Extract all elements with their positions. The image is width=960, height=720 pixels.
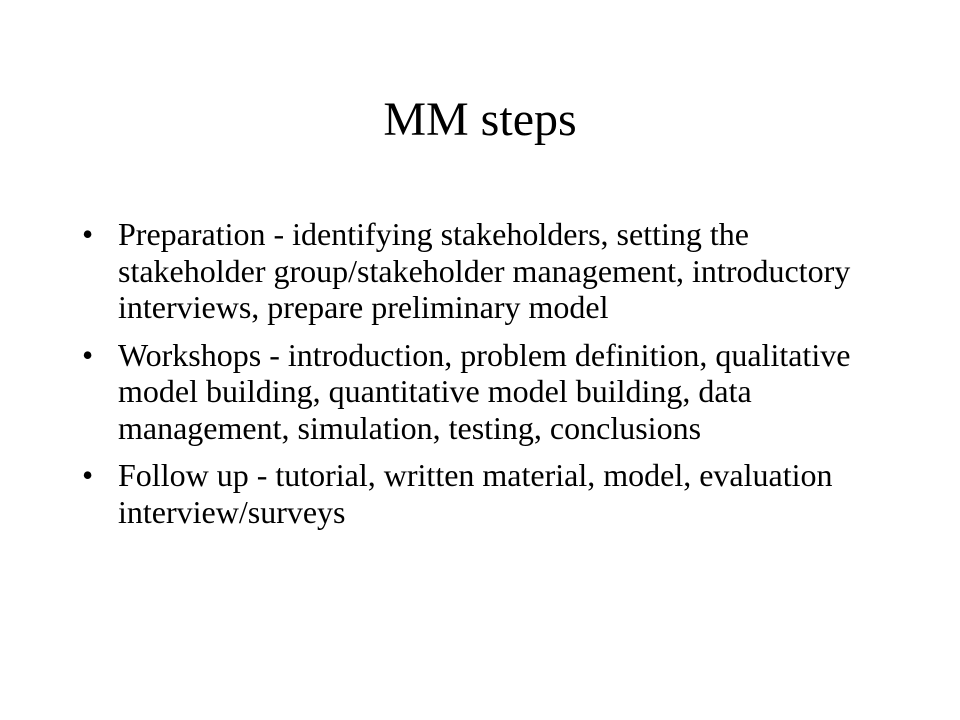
bullet-dot-icon: • <box>82 336 94 373</box>
bullet-text: Workshops - introduction, problem definition, qualitative model building, quantitative model building, data management, simulation, testing, conclusions <box>118 336 851 446</box>
bullet-item-follow-up <box>70 457 860 530</box>
bullet-text: Preparation - identifying stakeholders, setting the stakeholder group/stakeholder management, introductory interviews, prepare preliminary model <box>118 216 851 325</box>
bullet-list <box>70 216 860 541</box>
slide-title: MM steps <box>383 93 577 146</box>
bullet-item-workshops <box>70 337 860 447</box>
bullet-dot-icon: • <box>82 457 94 493</box>
bullet-text: Follow up - tutorial, written material, model, evaluation interview/surveys <box>118 457 833 530</box>
bullet-dot-icon: • <box>82 216 94 252</box>
bullet-item-preparation <box>70 216 860 326</box>
